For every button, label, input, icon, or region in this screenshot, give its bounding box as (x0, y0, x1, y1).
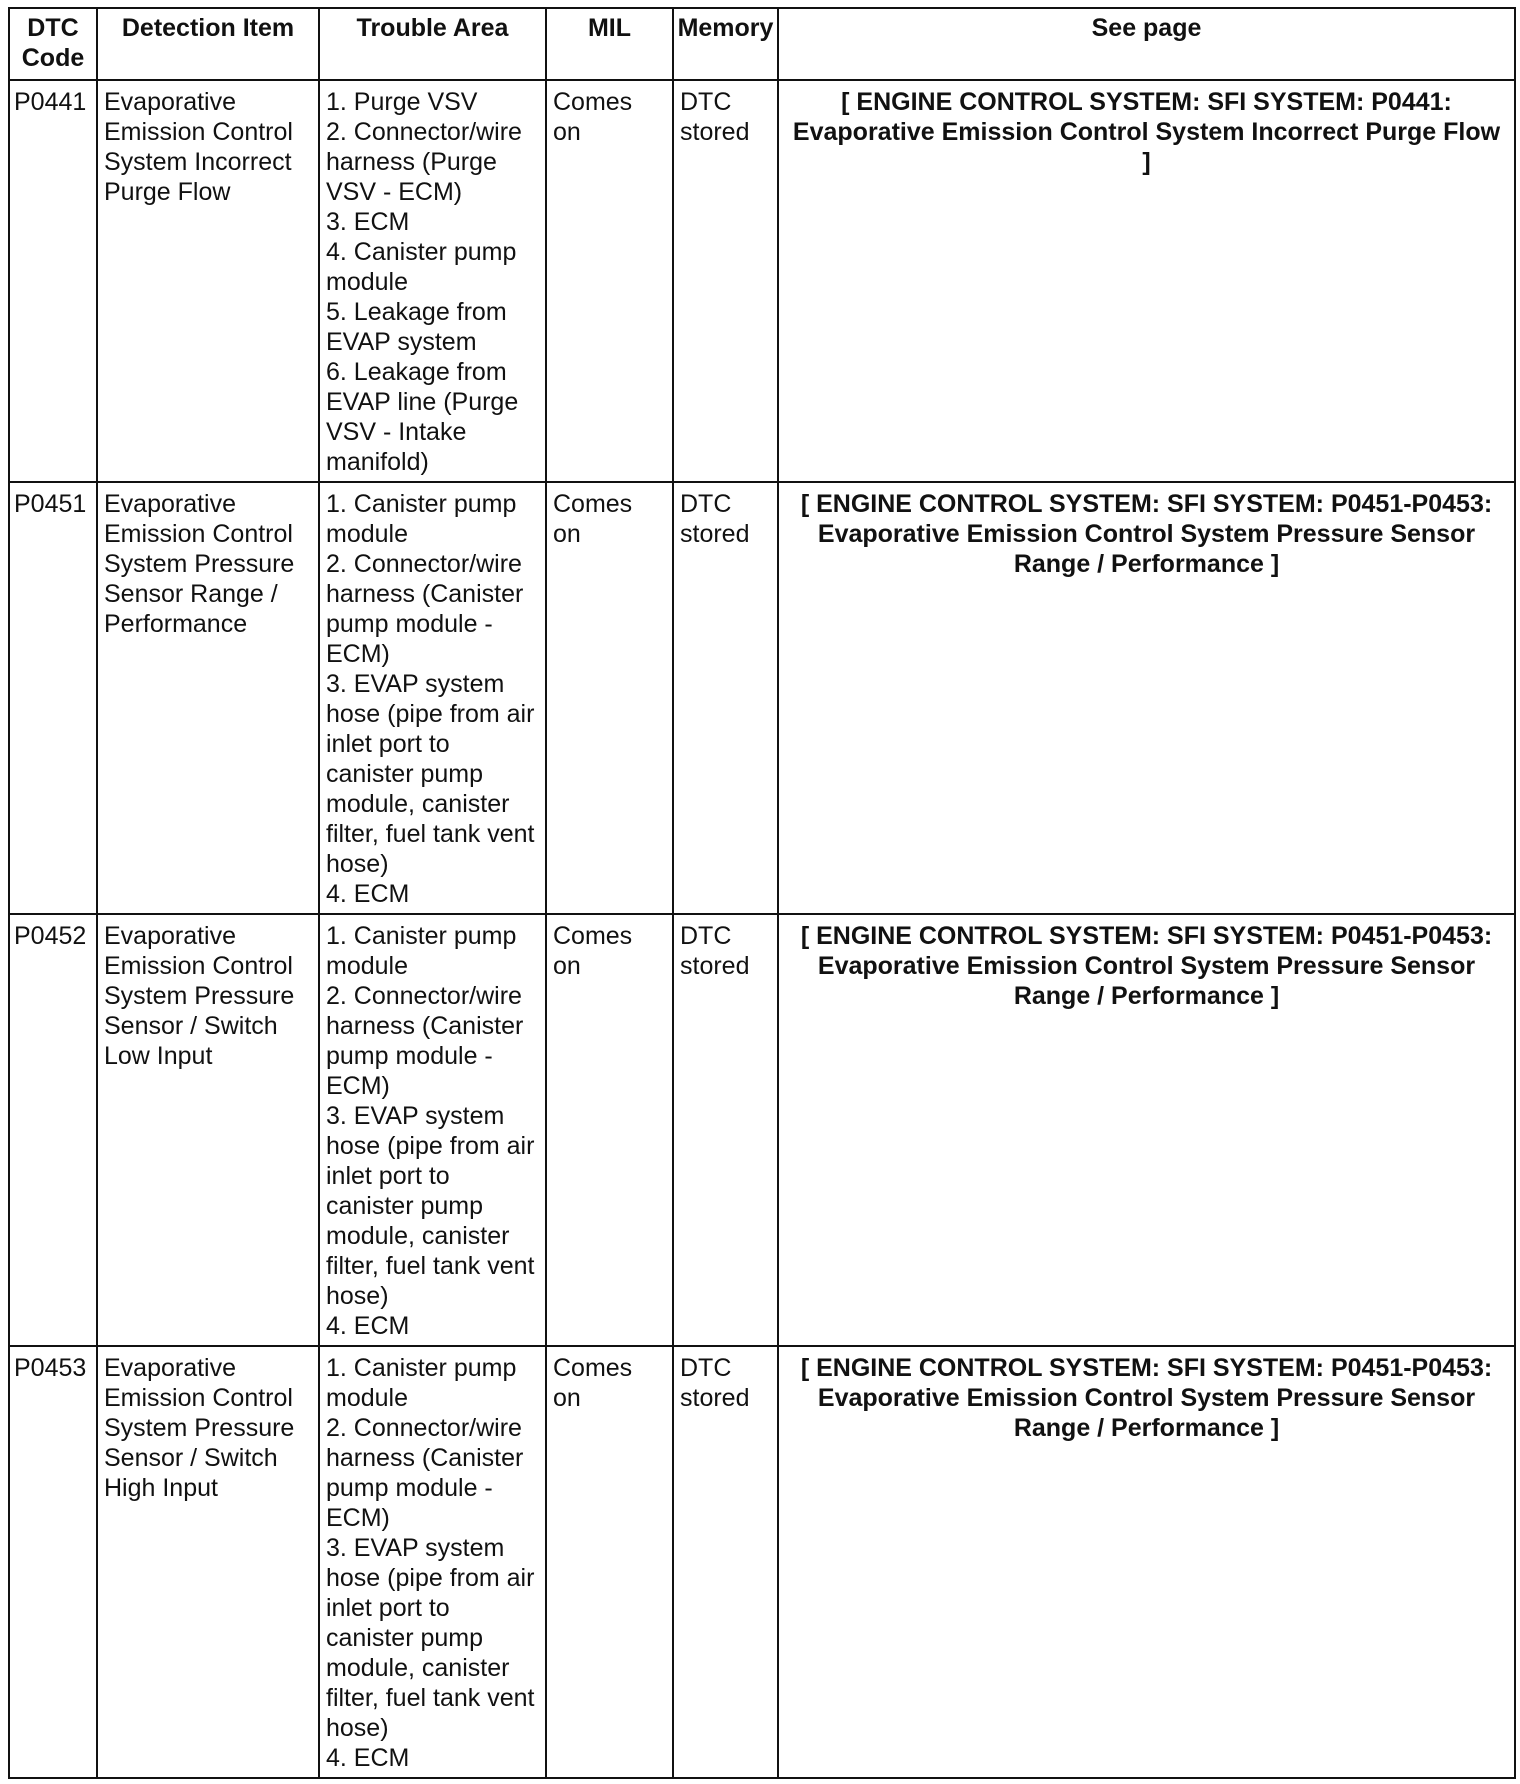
table-row (9, 80, 1515, 482)
trouble-area-item: 4. ECM (326, 1744, 410, 1772)
memory-cell: DTC stored (673, 914, 778, 1346)
mil-cell: Comes on (546, 482, 673, 914)
trouble-area-item: 3. EVAP system hose (pipe from air inlet port to canister pump module, canister filter, fuel tank vent hose) (326, 1102, 535, 1310)
mil-cell: Comes on (546, 914, 673, 1346)
header-dtc-code-line1: DTC (27, 14, 79, 42)
dtc-table (8, 7, 1516, 1779)
trouble-area-cell (319, 1346, 546, 1778)
see-page-link[interactable]: [ ENGINE CONTROL SYSTEM: SFI SYSTEM: P0451-P0453: Evaporative Emission Control System Pressure Sensor Range / Performance ] (778, 482, 1515, 914)
memory-cell: DTC stored (673, 482, 778, 914)
table-row (9, 1346, 1515, 1778)
trouble-area-item: 3. EVAP system hose (pipe from air inlet port to canister pump module, canister filter, fuel tank vent hose) (326, 1534, 535, 1742)
trouble-area-item: 1. Canister pump module (326, 922, 517, 980)
trouble-area-item: 4. Canister pump module (326, 238, 517, 296)
trouble-area-item: 3. EVAP system hose (pipe from air inlet port to canister pump module, canister filter, fuel tank vent hose) (326, 670, 535, 878)
header-see-page: See page (778, 8, 1515, 80)
trouble-area-item: 4. ECM (326, 880, 410, 908)
header-dtc-code-line2: Code (21, 44, 85, 72)
header-dtc-code (9, 8, 97, 80)
table-row (9, 914, 1515, 1346)
dtc-code-cell: P0453 (9, 1346, 97, 1778)
header-trouble-area: Trouble Area (319, 8, 546, 80)
trouble-area-item: 1. Canister pump module (326, 490, 517, 548)
trouble-area-item: 2. Connector/wire harness (Canister pump module - ECM) (326, 1414, 524, 1532)
trouble-area-item: 5. Leakage from EVAP system (326, 298, 507, 356)
trouble-area-item: 3. ECM (326, 208, 410, 236)
see-page-link[interactable]: [ ENGINE CONTROL SYSTEM: SFI SYSTEM: P0451-P0453: Evaporative Emission Control System Pressure Sensor Range / Performance ] (778, 1346, 1515, 1778)
header-mil: MIL (546, 8, 673, 80)
trouble-area-cell (319, 80, 546, 482)
dtc-code-cell: P0441 (9, 80, 97, 482)
trouble-area-item: 1. Purge VSV (326, 88, 478, 116)
mil-cell: Comes on (546, 1346, 673, 1778)
header-detection-item: Detection Item (97, 8, 319, 80)
detection-item-cell: Evaporative Emission Control System Pressure Sensor Range / Performance (97, 482, 319, 914)
mil-cell: Comes on (546, 80, 673, 482)
trouble-area-item: 1. Canister pump module (326, 1354, 517, 1412)
detection-item-cell: Evaporative Emission Control System Incorrect Purge Flow (97, 80, 319, 482)
trouble-area-item: 2. Connector/wire harness (Canister pump module - ECM) (326, 982, 524, 1100)
trouble-area-item: 2. Connector/wire harness (Canister pump module - ECM) (326, 550, 524, 668)
dtc-code-cell: P0451 (9, 482, 97, 914)
table-row (9, 482, 1515, 914)
header-row (9, 8, 1515, 80)
dtc-code-cell: P0452 (9, 914, 97, 1346)
trouble-area-item: 4. ECM (326, 1312, 410, 1340)
see-page-link[interactable]: [ ENGINE CONTROL SYSTEM: SFI SYSTEM: P0451-P0453: Evaporative Emission Control System Pressure Sensor Range / Performance ] (778, 914, 1515, 1346)
memory-cell: DTC stored (673, 1346, 778, 1778)
trouble-area-cell (319, 914, 546, 1346)
detection-item-cell: Evaporative Emission Control System Pressure Sensor / Switch Low Input (97, 914, 319, 1346)
header-memory: Memory (673, 8, 778, 80)
memory-cell: DTC stored (673, 80, 778, 482)
trouble-area-item: 2. Connector/wire harness (Purge VSV - ECM) (326, 118, 522, 206)
detection-item-cell: Evaporative Emission Control System Pressure Sensor / Switch High Input (97, 1346, 319, 1778)
trouble-area-cell (319, 482, 546, 914)
trouble-area-item: 6. Leakage from EVAP line (Purge VSV - Intake manifold) (326, 358, 519, 476)
see-page-link[interactable]: [ ENGINE CONTROL SYSTEM: SFI SYSTEM: P0441: Evaporative Emission Control System Incorrect Purge Flow ] (778, 80, 1515, 482)
